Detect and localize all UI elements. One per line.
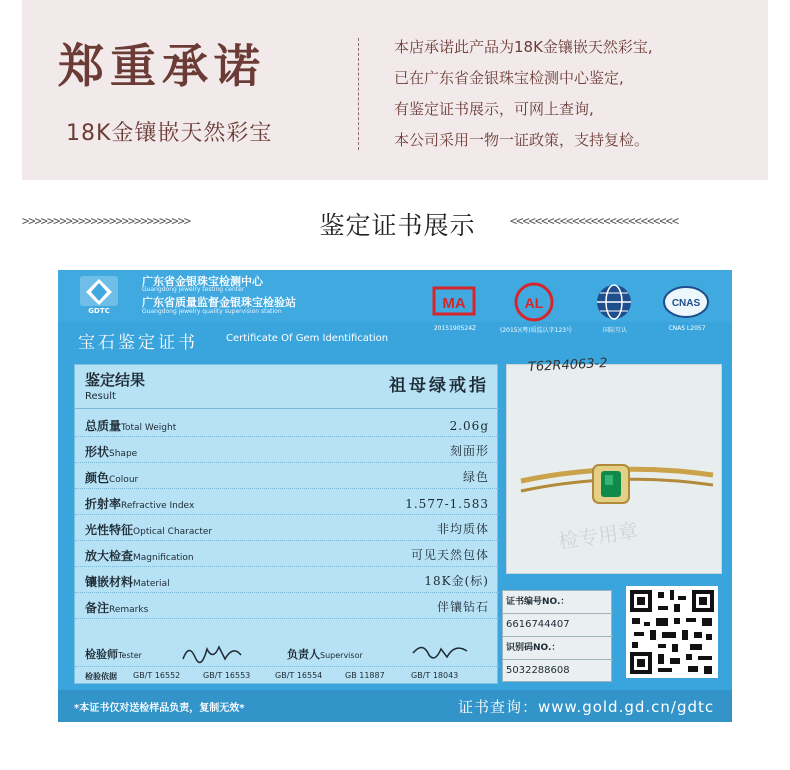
logo-text: GDTC <box>88 307 110 315</box>
cma-seal-icon <box>428 280 480 328</box>
promise-line: 有鉴定证书展示，可网上查询, <box>394 100 594 118</box>
standard-item: GB/T 16553 <box>203 671 251 680</box>
table-row <box>75 489 499 515</box>
row-value: 可见天然包体 <box>410 548 489 562</box>
certificate-number-box <box>502 590 612 682</box>
promise-divider <box>358 38 359 150</box>
row-label: 光性特征 <box>85 523 134 537</box>
certificate-footer <box>58 690 732 722</box>
row-value: 伴镶钻石 <box>436 600 489 614</box>
cnas-caption: CNAS L2057 <box>668 325 706 332</box>
row-value: 1.577-1.583 <box>405 497 489 511</box>
cal-seal-icon <box>508 280 560 328</box>
supervisor-label: 负责人 <box>287 648 320 661</box>
row-label-en: Optical Character <box>133 527 213 537</box>
row-label-en: Shape <box>109 449 138 459</box>
promise-title: 郑重承诺 <box>58 39 266 93</box>
row-value: 非均质体 <box>436 522 489 536</box>
station-name-en: Guangdong jewelry quality supervision station <box>142 308 282 315</box>
supervisor-label-en: Supervisor <box>320 651 363 660</box>
row-label: 镶嵌材料 <box>85 575 134 589</box>
row-label: 备注 <box>85 601 110 615</box>
table-row <box>75 411 499 437</box>
tester-label: 检验师 <box>85 648 118 661</box>
table-row <box>75 541 499 567</box>
result-label: 鉴定结果 <box>85 371 146 389</box>
footer-disclaimer: *本证书仅对送检样品负责，复制无效* <box>74 703 245 714</box>
row-value: 2.06g <box>449 419 489 433</box>
gdtc-logo <box>74 274 124 316</box>
section-heading <box>0 198 790 246</box>
gem-certificate <box>58 270 732 722</box>
row-label-en: Magnification <box>133 553 194 563</box>
promise-banner <box>22 0 768 180</box>
row-label-en: Refractive Index <box>121 501 195 511</box>
stamp-watermark: 检专用章 <box>556 518 640 554</box>
tester-label-en: Tester <box>118 651 142 660</box>
cal-caption: (2015)(粤)质监认字123号 <box>500 327 573 334</box>
signature-row <box>75 637 499 667</box>
standard-item: GB/T 16554 <box>275 671 323 680</box>
certificate-title-en: Certificate Of Gem Identification <box>226 333 389 344</box>
result-label-en: Result <box>85 391 116 402</box>
row-value: 18K金(标) <box>424 574 489 588</box>
qr-code-icon[interactable] <box>626 586 718 678</box>
result-row <box>75 365 499 409</box>
center-name-en: Guangdong jewelry testing center <box>142 286 245 293</box>
standard-item: GB/T 18043 <box>411 671 459 680</box>
ilac-caption: 国际互认 <box>602 327 627 334</box>
result-table <box>74 364 498 684</box>
section-title: 鉴定证书展示 <box>319 211 476 240</box>
footer-query-url: 证书查询：www.gold.gd.cn/gdtc <box>458 698 715 716</box>
row-label-en: Total Weight <box>121 423 177 433</box>
svg-text:AL: AL <box>524 295 544 311</box>
row-label-en: Material <box>133 579 170 589</box>
row-label: 形状 <box>85 445 110 459</box>
row-label: 折射率 <box>85 497 122 511</box>
promise-line: 本公司采用一物一证政策，支持复检。 <box>394 131 650 149</box>
supervisor-signature-icon <box>409 639 473 665</box>
standard-item: GB/T 16552 <box>133 671 181 680</box>
certificate-header <box>58 270 732 334</box>
table-row <box>75 463 499 489</box>
svg-text:CNAS: CNAS <box>671 298 701 309</box>
id-code-label: 识别码NO.： <box>503 637 613 660</box>
row-value: 刻面形 <box>449 444 489 458</box>
promise-line: 本店承诺此产品为18K金镶嵌天然彩宝, <box>394 38 653 56</box>
center-name-cn: 广东省金银珠宝检测中心 <box>142 275 263 288</box>
row-label: 放大检查 <box>85 549 134 563</box>
promise-text <box>394 32 653 156</box>
id-code-value: 5032288608 <box>506 665 570 676</box>
certificate-title-cn: 宝石鉴定证书 <box>78 333 198 353</box>
table-row <box>75 515 499 541</box>
cma-caption: 2015190524Z <box>433 325 477 332</box>
result-value: 祖母绿戒指 <box>389 376 489 396</box>
handwritten-number: T62R4063-2 <box>527 355 608 376</box>
cert-no-value: 6616744407 <box>503 614 613 637</box>
station-name-cn: 广东省质量监督金银珠宝检验站 <box>142 296 296 309</box>
cert-no-label: 证书编号NO.： <box>503 591 613 614</box>
row-label-en: Remarks <box>109 605 149 615</box>
row-label-en: Colour <box>109 475 139 485</box>
table-row <box>75 593 499 619</box>
tester-signature-icon <box>179 639 249 665</box>
promise-line: 已在广东省金银珠宝检测中心鉴定, <box>394 69 624 87</box>
standards-row <box>75 669 499 685</box>
table-row <box>75 567 499 593</box>
row-value: 绿色 <box>462 470 489 484</box>
row-label: 总质量 <box>85 419 122 433</box>
table-row <box>75 437 499 463</box>
standards-label: 检验依据 <box>85 672 117 681</box>
standard-item: GB 11887 <box>345 671 385 680</box>
ilac-globe-icon <box>588 280 640 328</box>
svg-text:MA: MA <box>442 295 466 312</box>
cnas-seal-icon <box>660 280 712 328</box>
row-label: 颜色 <box>85 471 110 485</box>
certificate-title-row <box>58 326 732 354</box>
arrows-left: >>>>>>>>>>>>>>>>>>>>>>>>>>> <box>22 214 191 228</box>
arrows-right: <<<<<<<<<<<<<<<<<<<<<<<<<<< <box>510 214 679 228</box>
promise-subtitle: 18K金镶嵌天然彩宝 <box>66 121 273 146</box>
